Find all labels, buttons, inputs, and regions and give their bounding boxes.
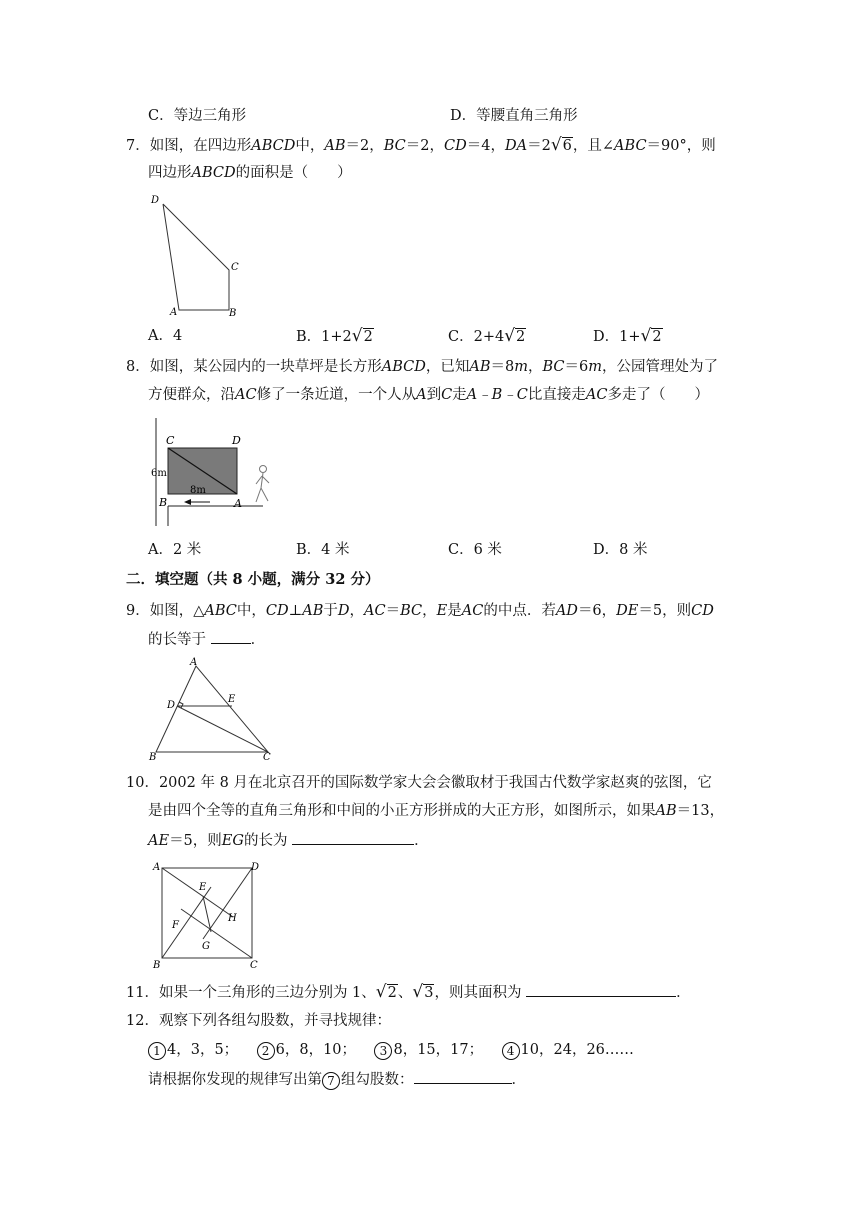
svg-text:D: D bbox=[167, 700, 176, 711]
svg-text:E: E bbox=[199, 882, 207, 893]
q7-line1: 7．如图，在四边形ABCD中，AB＝2，BC＝2，CD＝4，DA＝2√6，且∠ABC＝90°，则 bbox=[126, 135, 716, 155]
q7-line2: 四边形ABCD的面积是（ ） bbox=[148, 165, 352, 181]
segment-cd bbox=[177, 706, 268, 752]
label-c: C bbox=[231, 262, 239, 273]
q6-option-c: C．等边三角形 bbox=[148, 108, 247, 124]
q7-option-c: C．2+4√2 bbox=[448, 326, 526, 346]
q9-line1: 9．如图，△ABC中，CD⊥AB于D，AC＝BC，E是AC的中点．若AD＝6，DE＝5，则CD bbox=[126, 603, 714, 619]
q12-line1: 12．观察下列各组勾股数，并寻找规律： bbox=[126, 1013, 391, 1029]
q9-figure bbox=[146, 654, 276, 762]
q7-option-b: B．1+2√2 bbox=[296, 326, 373, 346]
svg-text:8m: 8m bbox=[190, 485, 206, 496]
q8-line1: 8．如图，某公园内的一块草坪是长方形ABCD，已知AB＝8m，BC＝6m，公园管理处为了 bbox=[126, 359, 718, 375]
svg-text:F: F bbox=[172, 920, 179, 931]
q10-line1: 10．2002 年 8 月在北京召开的国际数学家大会会徽取材于我国古代数学家赵爽的弦图，它 bbox=[126, 775, 712, 791]
svg-text:A: A bbox=[190, 657, 198, 668]
q12-answer-blank[interactable] bbox=[414, 1069, 512, 1084]
q10-line2: 是由四个全等的直角三角形和中间的小正方形拼成的大正方形，如图所示，如果AB＝13， bbox=[148, 803, 725, 819]
quadrilateral-abcd bbox=[163, 204, 229, 310]
q8-figure bbox=[148, 416, 288, 528]
svg-text:D: D bbox=[251, 862, 260, 873]
q12-groups: 1 4，3，5； 2 6，8，10； 3 8，15，17； 4 10，24，26…… bbox=[148, 1040, 634, 1060]
q7-figure bbox=[145, 190, 255, 320]
svg-text:D: D bbox=[232, 434, 241, 447]
q11-answer-blank[interactable] bbox=[526, 982, 676, 997]
svg-text:G: G bbox=[202, 941, 210, 952]
q8-option-c: C．6 米 bbox=[448, 542, 502, 558]
walking-person-icon bbox=[256, 466, 269, 503]
svg-text:B: B bbox=[149, 752, 157, 762]
q10-figure bbox=[148, 858, 260, 970]
svg-text:B: B bbox=[153, 960, 161, 970]
q11-line: 11．如果一个三角形的三边分别为 1、√2、√3，则其面积为 ． bbox=[126, 982, 691, 1002]
svg-text:E: E bbox=[228, 694, 236, 705]
q7-option-d: D．1+√2 bbox=[593, 326, 662, 346]
svg-text:C: C bbox=[263, 752, 271, 762]
section-2-title: 二．填空题（共 8 小题，满分 32 分） bbox=[126, 571, 380, 588]
q8-option-d: D．8 米 bbox=[593, 542, 648, 558]
svg-text:C: C bbox=[166, 434, 175, 447]
q8-option-b: B．4 米 bbox=[296, 542, 350, 558]
q12-line3: 请根据你发现的规律写出第 7 组勾股数： ． bbox=[148, 1069, 526, 1090]
label-d: D bbox=[151, 195, 160, 206]
q8-option-a: A．2 米 bbox=[148, 542, 202, 558]
q10-answer-blank[interactable] bbox=[292, 830, 414, 845]
svg-text:H: H bbox=[228, 913, 237, 924]
q9-answer-blank[interactable] bbox=[211, 629, 251, 644]
label-b: B bbox=[229, 308, 237, 319]
q7-option-a: A．4 bbox=[148, 328, 183, 344]
q9-line2: 的长等于 ． bbox=[148, 629, 265, 650]
q8-line2: 方便群众，沿AC修了一条近道，一个人从A到C走A﹣B﹣C比直接走AC多走了（ ） bbox=[148, 387, 709, 403]
svg-text:C: C bbox=[250, 960, 258, 970]
svg-text:B: B bbox=[159, 496, 168, 509]
svg-text:A: A bbox=[153, 862, 161, 873]
svg-text:A: A bbox=[234, 497, 242, 510]
svg-text:6m: 6m bbox=[151, 468, 167, 479]
arrow-left-icon bbox=[184, 499, 191, 505]
label-a: A bbox=[170, 307, 178, 318]
q6-option-d: D．等腰直角三角形 bbox=[450, 108, 578, 124]
sqrt-6: √6 bbox=[550, 135, 572, 155]
q10-line3: AE＝5，则EG的长为 ． bbox=[148, 830, 429, 851]
